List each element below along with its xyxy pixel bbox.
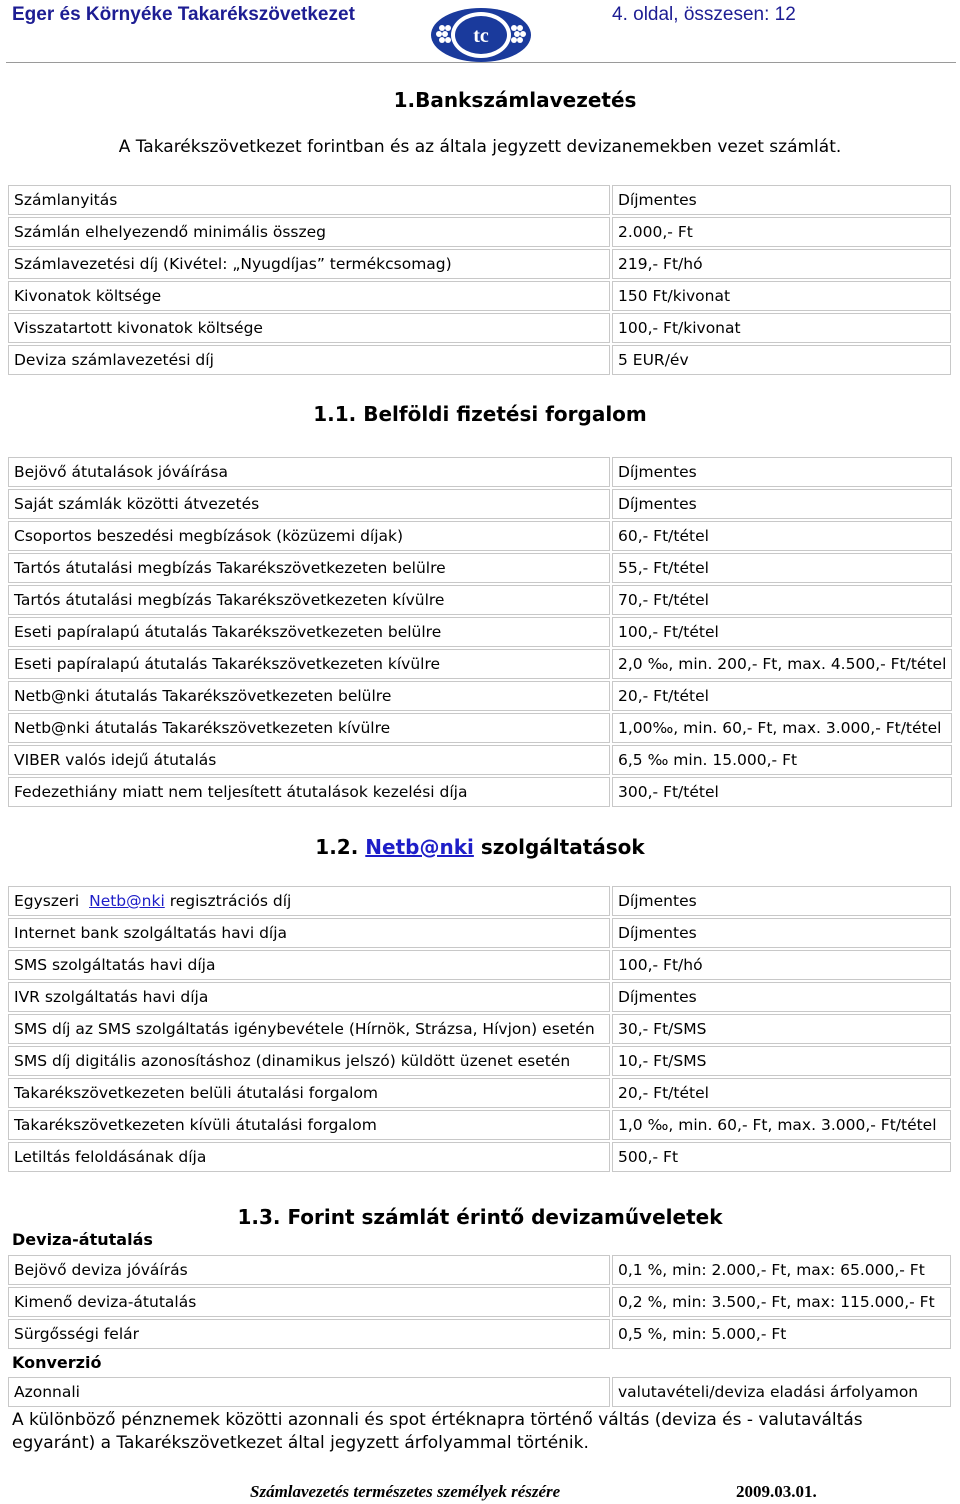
netbanki-registration-link[interactable]: Netb@nki: [89, 892, 165, 910]
table-row: [8, 313, 951, 343]
fee-label: Eseti papíralapú átutalás Takarékszövetkezeten belülre: [8, 617, 610, 647]
fee-label: Tartós átutalási megbízás Takarékszövetkezeten kívülre: [8, 585, 610, 615]
table-row: [8, 1255, 951, 1285]
conversion-heading: Konverzió: [12, 1353, 102, 1372]
fee-value: 2,0 ‰, min. 200,- Ft, max. 4.500,- Ft/tétel: [612, 649, 952, 679]
fee-value: Díjmentes: [612, 886, 951, 916]
fee-value: 2.000,- Ft: [612, 217, 951, 247]
table-row: [8, 281, 951, 311]
fee-label-post: regisztrációs díj: [169, 892, 292, 910]
account-fees-table: [6, 183, 953, 377]
fee-value: valutavételi/deviza eladási árfolyamon: [612, 1377, 951, 1407]
table-row: [8, 1319, 951, 1349]
section-1-3-title: 1.3. Forint számlát érintő devizaműveletek: [237, 1205, 723, 1229]
fee-label: Takarékszövetkezeten kívüli átutalási forgalom: [8, 1110, 610, 1140]
domestic-payments-table: [6, 455, 954, 809]
fee-value: 500,- Ft: [612, 1142, 951, 1172]
fee-label: IVR szolgáltatás havi díja: [8, 982, 610, 1012]
fee-label: SMS díj digitális azonosításhoz (dinamikus jelszó) küldött üzenet esetén: [8, 1046, 610, 1076]
fee-value: 0,1 %, min: 2.000,- Ft, max: 65.000,- Ft: [612, 1255, 951, 1285]
fee-label: Visszatartott kivonatok költsége: [8, 313, 610, 343]
fee-value: 0,2 %, min: 3.500,- Ft, max: 115.000,- Ft: [612, 1287, 951, 1317]
fee-label: Saját számlák közötti átvezetés: [8, 489, 610, 519]
header-divider: [6, 62, 956, 63]
table-row: [8, 1046, 951, 1076]
fee-value: 1,0 ‰, min. 60,- Ft, max. 3.000,- Ft/tétel: [612, 1110, 951, 1140]
fee-label: Bejövő átutalások jóváírása: [8, 457, 610, 487]
table-row: [8, 521, 952, 551]
fee-label: Netb@nki átutalás Takarékszövetkezeten kívülre: [8, 713, 610, 743]
table-row: [8, 553, 952, 583]
fee-label: Kimenő deviza-átutalás: [8, 1287, 610, 1317]
deviza-transfer-heading: Deviza-átutalás: [12, 1230, 153, 1249]
fee-value: Díjmentes: [612, 918, 951, 948]
fee-value: 60,- Ft/tétel: [612, 521, 952, 551]
table-row: [8, 489, 952, 519]
fee-label: Sürgősségi felár: [8, 1319, 610, 1349]
table-row: [8, 982, 951, 1012]
fee-label: Takarékszövetkezeten belüli átutalási forgalom: [8, 1078, 610, 1108]
fee-label: Kivonatok költsége: [8, 281, 610, 311]
table-row: [8, 217, 951, 247]
fee-label: Számlán elhelyezendő minimális összeg: [8, 217, 610, 247]
table-row: [8, 1014, 951, 1044]
fee-label: Letiltás feloldásának díja: [8, 1142, 610, 1172]
fee-value: 5 EUR/év: [612, 345, 951, 375]
deviza-transfer-table: [6, 1253, 953, 1351]
fee-label: Számlavezetési díj (Kivétel: „Nyugdíjas” termékcsomag): [8, 249, 610, 279]
institution-name: Eger és Környéke Takarékszövetkezet: [12, 4, 355, 25]
takarekszovetkezet-logo: [428, 2, 534, 64]
table-row: [8, 249, 951, 279]
table-row: [8, 713, 952, 743]
fee-value: 55,- Ft/tétel: [612, 553, 952, 583]
fee-value: Díjmentes: [612, 489, 952, 519]
table-row: [8, 886, 951, 916]
footer: [250, 1482, 950, 1502]
fee-value: 150 Ft/kivonat: [612, 281, 951, 311]
table-row: [8, 1078, 951, 1108]
section-1-2-prefix: 1.2.: [315, 835, 359, 859]
fee-label: Netb@nki átutalás Takarékszövetkezeten belülre: [8, 681, 610, 711]
fee-value: 10,- Ft/SMS: [612, 1046, 951, 1076]
table-row: [8, 649, 952, 679]
exchange-note: A különböző pénznemek közötti azonnali és spot értéknapra történő váltás (deviza és - valutaváltás egyaránt) a Takarékszövetkezet által jegyzett árfolyammal történik.: [12, 1410, 863, 1453]
fee-label: Deviza számlavezetési díj: [8, 345, 610, 375]
table-row: [8, 345, 951, 375]
footer-date: 2009.03.01.: [736, 1482, 817, 1501]
fee-label: VIBER valós idejű átutalás: [8, 745, 610, 775]
fee-value: 6,5 ‰ min. 15.000,- Ft: [612, 745, 952, 775]
fee-value: 300,- Ft/tétel: [612, 777, 952, 807]
intro-text: A Takarékszövetkezet forintban és az általa jegyzett devizanemekben vezet számlát.: [118, 137, 842, 157]
fee-value: 100,- Ft/hó: [612, 950, 951, 980]
fee-value: 20,- Ft/tétel: [612, 1078, 951, 1108]
table-row: [8, 585, 952, 615]
fee-label: Csoportos beszedési megbízások (közüzemi díjak): [8, 521, 610, 551]
page-title: 1.Bankszámlavezetés: [393, 88, 637, 112]
footer-text: Számlavezetés természetes személyek részére: [250, 1482, 561, 1501]
table-row: [8, 777, 952, 807]
fee-label: Számlanyitás: [8, 185, 610, 215]
table-row: [8, 457, 952, 487]
svg-text:tc: tc: [473, 25, 489, 47]
fee-value: 219,- Ft/hó: [612, 249, 951, 279]
table-row: [8, 681, 952, 711]
fee-label: Azonnali: [8, 1377, 610, 1407]
fee-value: Díjmentes: [612, 982, 951, 1012]
fee-label: SMS díj az SMS szolgáltatás igénybevétele (Hírnök, Strázsa, Hívjon) esetén: [8, 1014, 610, 1044]
fee-label: Bejövő deviza jóváírás: [8, 1255, 610, 1285]
fee-value: 100,- Ft/kivonat: [612, 313, 951, 343]
fee-label: [8, 886, 610, 916]
table-row: [8, 745, 952, 775]
fee-value: 20,- Ft/tétel: [612, 681, 952, 711]
fee-label-pre: Egyszeri: [14, 892, 80, 910]
table-row: [8, 950, 951, 980]
table-row: [8, 918, 951, 948]
conversion-table: [6, 1375, 953, 1409]
section-1-2-title: [0, 835, 960, 859]
fee-value: 30,- Ft/SMS: [612, 1014, 951, 1044]
table-row: [8, 1377, 951, 1407]
fee-value: 70,- Ft/tétel: [612, 585, 952, 615]
table-row: [8, 617, 952, 647]
fee-label: SMS szolgáltatás havi díja: [8, 950, 610, 980]
fee-value: Díjmentes: [612, 185, 951, 215]
table-row: [8, 1287, 951, 1317]
netbank-services-table: [6, 884, 953, 1174]
table-row: [8, 1110, 951, 1140]
page-indicator: 4. oldal, összesen: 12: [612, 4, 796, 25]
section-1-1-title: 1.1. Belföldi fizetési forgalom: [313, 402, 647, 426]
fee-value: 0,5 %, min: 5.000,- Ft: [612, 1319, 951, 1349]
fee-value: 1,00‰, min. 60,- Ft, max. 3.000,- Ft/tétel: [612, 713, 952, 743]
fee-label: Internet bank szolgáltatás havi díja: [8, 918, 610, 948]
fee-label: Eseti papíralapú átutalás Takarékszövetkezeten kívülre: [8, 649, 610, 679]
table-row: [8, 185, 951, 215]
table-row: [8, 1142, 951, 1172]
fee-label: Fedezethiány miatt nem teljesített átutalások kezelési díja: [8, 777, 610, 807]
fee-label: Tartós átutalási megbízás Takarékszövetkezeten belülre: [8, 553, 610, 583]
fee-value: Díjmentes: [612, 457, 952, 487]
fee-value: 100,- Ft/tétel: [612, 617, 952, 647]
section-1-2-suffix: szolgáltatások: [480, 835, 645, 859]
netbanki-title-link[interactable]: Netb@nki: [365, 835, 474, 859]
